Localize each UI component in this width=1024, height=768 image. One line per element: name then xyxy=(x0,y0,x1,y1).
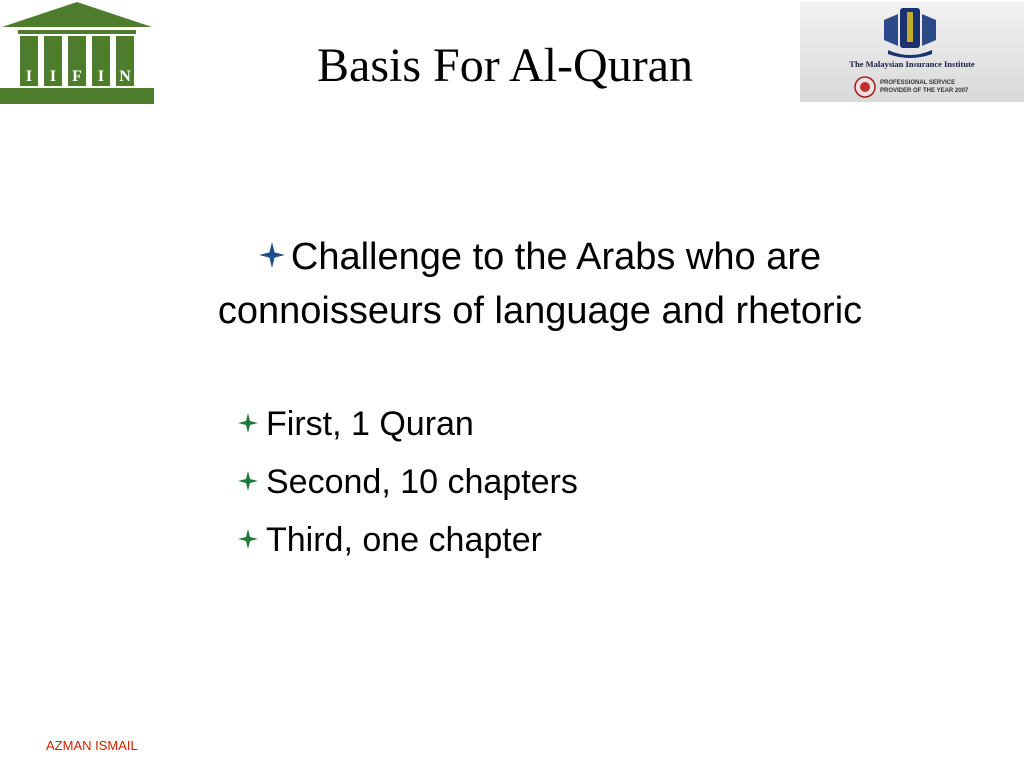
bullet-level2-text: Second, 10 chapters xyxy=(266,463,578,501)
four-point-star-bullet-icon xyxy=(238,413,258,433)
bullet-level2 xyxy=(238,402,474,446)
slide-title: Basis For Al-Quran xyxy=(317,39,693,92)
mii-logo xyxy=(800,2,1024,102)
four-point-star-bullet-icon xyxy=(238,529,258,549)
svg-text:I: I xyxy=(25,68,33,85)
bullet-level2 xyxy=(238,518,542,562)
bullet-level1-text: Challenge to the Arabs who are connoisseurs of language and rhetoric xyxy=(217,236,863,332)
award-line-1: PROFESSIONAL SERVICE xyxy=(880,80,956,86)
svg-text:N: N xyxy=(119,68,131,85)
footer-author: AZMAN ISMAIL xyxy=(46,738,138,753)
crest-icon xyxy=(878,6,942,58)
svg-text:I: I xyxy=(49,68,57,85)
mii-name: The Malaysian Insurance Institute xyxy=(849,59,975,69)
award-line-2: PROVIDER OF THE YEAR 2007 xyxy=(880,88,969,94)
bullet-level2-text: Third, one chapter xyxy=(266,521,542,559)
bullet-level2-text: First, 1 Quran xyxy=(266,405,474,443)
svg-text:I: I xyxy=(97,68,105,85)
bullet-level2 xyxy=(238,460,578,504)
award-seal-icon xyxy=(854,76,876,98)
svg-text:F: F xyxy=(72,68,82,85)
four-point-star-bullet-icon xyxy=(259,242,285,268)
bullet-level1 xyxy=(200,230,880,338)
four-point-star-bullet-icon xyxy=(238,471,258,491)
